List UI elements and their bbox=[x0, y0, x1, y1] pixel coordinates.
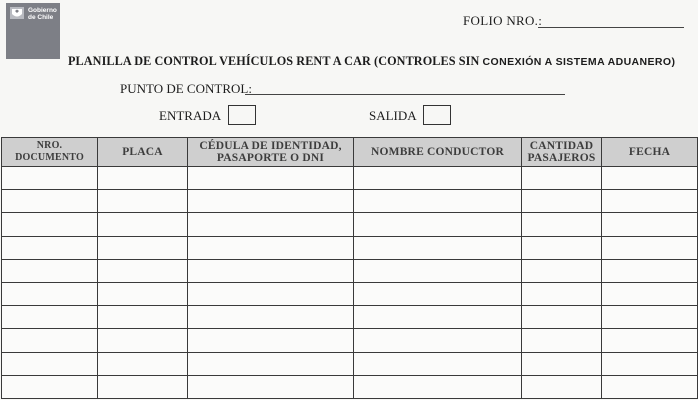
cell-cedula[interactable] bbox=[188, 259, 354, 282]
cell-cantidad-pasajeros[interactable] bbox=[522, 282, 602, 305]
cell-cantidad-pasajeros[interactable] bbox=[522, 190, 602, 213]
cell-fecha[interactable] bbox=[602, 213, 698, 236]
cell-cedula[interactable] bbox=[188, 375, 354, 398]
salida-label: SALIDA bbox=[369, 108, 417, 123]
cell-nombre-conductor[interactable] bbox=[354, 167, 522, 190]
header-nombre-conductor: NOMBRE CONDUCTOR bbox=[354, 138, 522, 167]
header-cantidad-pasajeros: CANTIDAD PASAJEROS bbox=[522, 138, 602, 167]
cell-fecha[interactable] bbox=[602, 282, 698, 305]
cell-cantidad-pasajeros[interactable] bbox=[522, 213, 602, 236]
table-row bbox=[2, 375, 698, 398]
cell-nro-documento[interactable] bbox=[2, 236, 98, 259]
cell-cedula[interactable] bbox=[188, 213, 354, 236]
cell-nombre-conductor[interactable] bbox=[354, 213, 522, 236]
cell-cantidad-pasajeros[interactable] bbox=[522, 236, 602, 259]
header-fecha: FECHA bbox=[602, 138, 698, 167]
cell-cedula[interactable] bbox=[188, 352, 354, 375]
cell-nombre-conductor[interactable] bbox=[354, 329, 522, 352]
cell-fecha[interactable] bbox=[602, 167, 698, 190]
cell-placa[interactable] bbox=[98, 306, 188, 329]
cell-nro-documento[interactable] bbox=[2, 352, 98, 375]
header-nro-documento: NRO. DOCUMENTO bbox=[2, 138, 98, 167]
table-row bbox=[2, 352, 698, 375]
cell-nro-documento[interactable] bbox=[2, 306, 98, 329]
cell-cedula[interactable] bbox=[188, 190, 354, 213]
table-row bbox=[2, 329, 698, 352]
cell-fecha[interactable] bbox=[602, 352, 698, 375]
cell-cantidad-pasajeros[interactable] bbox=[522, 375, 602, 398]
cell-nombre-conductor[interactable] bbox=[354, 306, 522, 329]
cell-placa[interactable] bbox=[98, 329, 188, 352]
cell-cantidad-pasajeros[interactable] bbox=[522, 329, 602, 352]
cell-cantidad-pasajeros[interactable] bbox=[522, 352, 602, 375]
entrada-checkbox[interactable] bbox=[228, 105, 256, 125]
cell-cedula[interactable] bbox=[188, 329, 354, 352]
cell-nro-documento[interactable] bbox=[2, 282, 98, 305]
entrada-label: ENTRADA bbox=[159, 108, 222, 123]
cell-fecha[interactable] bbox=[602, 329, 698, 352]
cell-placa[interactable] bbox=[98, 282, 188, 305]
cell-nro-documento[interactable] bbox=[2, 375, 98, 398]
cell-cedula[interactable] bbox=[188, 236, 354, 259]
gobierno-de-chile-logo bbox=[6, 3, 60, 59]
cell-placa[interactable] bbox=[98, 167, 188, 190]
cell-fecha[interactable] bbox=[602, 259, 698, 282]
punto-de-control-label: PUNTO DE CONTROL: bbox=[120, 81, 252, 96]
page-title: PLANILLA DE CONTROL VEHÍCULOS RENT A CAR (CONTROLES SIN CONEXIÓN A SISTEMA ADUANERO) bbox=[68, 54, 676, 68]
cell-cedula[interactable] bbox=[188, 282, 354, 305]
coat-of-arms-icon bbox=[10, 7, 24, 19]
cell-nro-documento[interactable] bbox=[2, 213, 98, 236]
table-row bbox=[2, 259, 698, 282]
table-row bbox=[2, 213, 698, 236]
header-cedula: CÉDULA DE IDENTIDAD, PASAPORTE O DNI bbox=[188, 138, 354, 167]
table-header-row bbox=[2, 138, 698, 167]
control-table bbox=[1, 137, 698, 399]
cell-placa[interactable] bbox=[98, 236, 188, 259]
cell-placa[interactable] bbox=[98, 352, 188, 375]
cell-cedula[interactable] bbox=[188, 306, 354, 329]
cell-placa[interactable] bbox=[98, 375, 188, 398]
cell-cantidad-pasajeros[interactable] bbox=[522, 306, 602, 329]
cell-cantidad-pasajeros[interactable] bbox=[522, 167, 602, 190]
cell-fecha[interactable] bbox=[602, 306, 698, 329]
cell-nombre-conductor[interactable] bbox=[354, 190, 522, 213]
table-row bbox=[2, 306, 698, 329]
cell-nombre-conductor[interactable] bbox=[354, 236, 522, 259]
header-placa: PLACA bbox=[98, 138, 188, 167]
table-row bbox=[2, 236, 698, 259]
cell-fecha[interactable] bbox=[602, 236, 698, 259]
salida-checkbox[interactable] bbox=[423, 105, 451, 125]
cell-nombre-conductor[interactable] bbox=[354, 282, 522, 305]
cell-nro-documento[interactable] bbox=[2, 259, 98, 282]
cell-nombre-conductor[interactable] bbox=[354, 375, 522, 398]
cell-fecha[interactable] bbox=[602, 190, 698, 213]
cell-fecha[interactable] bbox=[602, 375, 698, 398]
cell-nombre-conductor[interactable] bbox=[354, 259, 522, 282]
logo-text: Gobierno de Chile bbox=[28, 7, 57, 21]
cell-cedula[interactable] bbox=[188, 167, 354, 190]
cell-placa[interactable] bbox=[98, 213, 188, 236]
cell-cantidad-pasajeros[interactable] bbox=[522, 259, 602, 282]
table-row bbox=[2, 282, 698, 305]
cell-nro-documento[interactable] bbox=[2, 167, 98, 190]
cell-placa[interactable] bbox=[98, 190, 188, 213]
punto-de-control-field[interactable] bbox=[245, 94, 565, 95]
table-row bbox=[2, 190, 698, 213]
folio-label: FOLIO NRO.: bbox=[463, 13, 543, 28]
cell-nombre-conductor[interactable] bbox=[354, 352, 522, 375]
cell-nro-documento[interactable] bbox=[2, 329, 98, 352]
cell-placa[interactable] bbox=[98, 259, 188, 282]
table-row bbox=[2, 167, 698, 190]
folio-field[interactable] bbox=[538, 27, 684, 28]
cell-nro-documento[interactable] bbox=[2, 190, 98, 213]
